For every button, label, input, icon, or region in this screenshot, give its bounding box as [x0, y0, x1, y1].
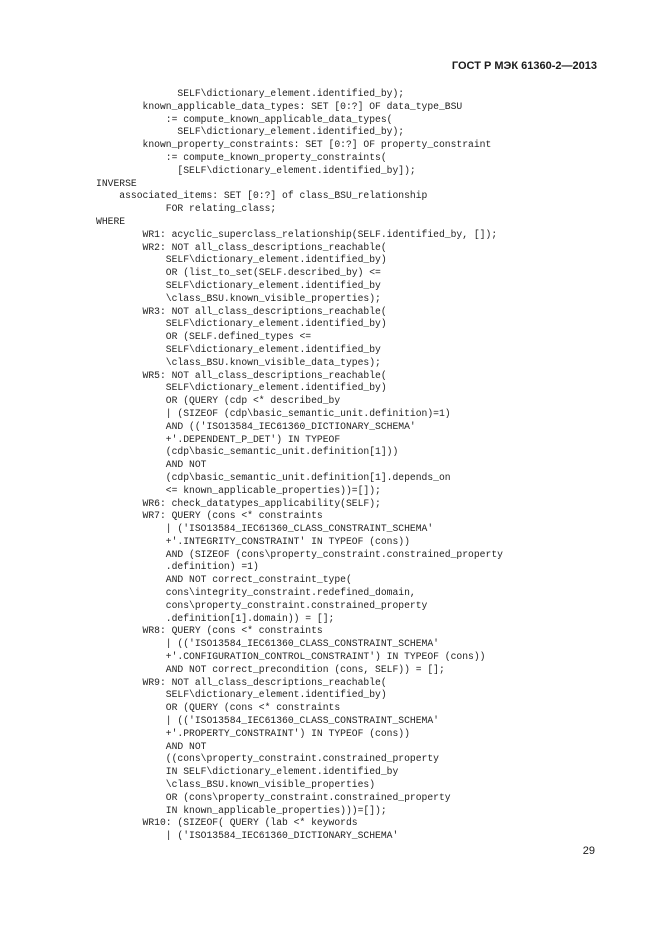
code-line: +'.INTEGRITY_CONSTRAINT' IN TYPEOF (cons)) [96, 535, 410, 547]
code-line: AND NOT [96, 459, 207, 471]
code-line: AND NOT correct_constraint_type( [96, 574, 352, 586]
code-line: \class_BSU.known_visible_data_types); [96, 356, 381, 368]
code-line: known_property_constraints: SET [0:?] OF property_constraint [96, 139, 492, 151]
code-line: AND (('ISO13584_IEC61360_DICTIONARY_SCHEMA' [96, 420, 416, 432]
code-line: OR (QUERY (cdp <* described_by [96, 395, 341, 407]
code-line: ((cons\property_constraint.constrained_property [96, 753, 439, 765]
code-line: WR10: (SIZEOF( QUERY (lab <* keywords [96, 817, 358, 829]
code-line: SELF\dictionary_element.identified_by) [96, 382, 387, 394]
code-line: FOR relating_class; [96, 203, 277, 215]
code-line: | (('ISO13584_IEC61360_CLASS_CONSTRAINT_SCHEMA' [96, 715, 439, 727]
code-line: WR9: NOT all_class_descriptions_reachable( [96, 676, 387, 688]
code-line: SELF\dictionary_element.identified_by [96, 279, 381, 291]
code-line: OR (cons\property_constraint.constrained_property [96, 791, 451, 803]
code-line: | ('ISO13584_IEC61360_CLASS_CONSTRAINT_SCHEMA' [96, 523, 434, 535]
code-line: +'.PROPERTY_CONSTRAINT') IN TYPEOF (cons)) [96, 727, 410, 739]
code-line: AND (SIZEOF (cons\property_constraint.constrained_property [96, 548, 503, 560]
code-line: SELF\dictionary_element.identified_by); [96, 88, 405, 99]
code-line: | ('ISO13584_IEC61360_DICTIONARY_SCHEMA' [96, 830, 399, 842]
code-line: (cdp\basic_semantic_unit.definition[1])) [96, 446, 399, 458]
code-line: OR (SELF.defined_types <= [96, 331, 312, 343]
code-line: \class_BSU.known_visible_properties) [96, 779, 376, 791]
code-line: := compute_known_applicable_data_types( [96, 113, 393, 125]
code-line: IN known_applicable_properties)))=[]); [96, 804, 387, 816]
code-line: (cdp\basic_semantic_unit.definition[1].depends_on [96, 471, 451, 483]
code-line: \class_BSU.known_visible_properties); [96, 292, 381, 304]
document-header: ГОСТ Р МЭК 61360-2—2013 [451, 60, 597, 72]
express-code-listing [96, 88, 616, 843]
code-line: WR3: NOT all_class_descriptions_reachable( [96, 305, 387, 317]
code-line: cons\property_constraint.constrained_property [96, 599, 428, 611]
code-line: OR (list_to_set(SELF.described_by) <= [96, 267, 381, 279]
code-line: [SELF\dictionary_element.identified_by]); [96, 164, 416, 176]
code-line: SELF\dictionary_element.identified_by) [96, 689, 387, 701]
code-line: IN SELF\dictionary_element.identified_by [96, 766, 399, 778]
code-line: WR5: NOT all_class_descriptions_reachable( [96, 369, 387, 381]
code-line: associated_items: SET [0:?] of class_BSU_relationship [96, 190, 428, 202]
code-line: AND NOT correct_precondition (cons, SELF)) = []; [96, 663, 445, 675]
code-line: WHERE [96, 215, 126, 227]
code-line: WR6: check_datatypes_applicability(SELF); [96, 497, 381, 509]
code-line: INVERSE [96, 177, 137, 189]
code-line: WR1: acyclic_superclass_relationship(SELF.identified_by, []); [96, 228, 498, 240]
code-line: WR8: QUERY (cons <* constraints [96, 625, 323, 637]
code-line: AND NOT [96, 740, 207, 752]
code-line: +'.CONFIGURATION_CONTROL_CONSTRAINT') IN TYPEOF (cons)) [96, 651, 486, 663]
code-line: SELF\dictionary_element.identified_by) [96, 318, 387, 330]
code-line: cons\integrity_constraint.redefined_domain, [96, 587, 416, 599]
code-line: | (('ISO13584_IEC61360_CLASS_CONSTRAINT_SCHEMA' [96, 638, 439, 650]
page-number: 29 [582, 845, 595, 857]
code-line: .definition) =1) [96, 561, 259, 573]
code-line: +'.DEPENDENT_P_DET') IN TYPEOF [96, 433, 341, 445]
code-line: .definition[1].domain)) = []; [96, 612, 335, 624]
code-line: SELF\dictionary_element.identified_by [96, 343, 381, 355]
code-line: SELF\dictionary_element.identified_by) [96, 254, 387, 266]
code-line: WR2: NOT all_class_descriptions_reachable( [96, 241, 387, 253]
code-line: <= known_applicable_properties))=[]); [96, 484, 381, 496]
code-line: | (SIZEOF (cdp\basic_semantic_unit.definition)=1) [96, 407, 451, 419]
code-line: known_applicable_data_types: SET [0:?] OF data_type_BSU [96, 100, 463, 112]
code-line: OR (QUERY (cons <* constraints [96, 702, 341, 714]
code-line: := compute_known_property_constraints( [96, 151, 387, 163]
code-line: SELF\dictionary_element.identified_by); [96, 126, 405, 138]
code-line: WR7: QUERY (cons <* constraints [96, 510, 323, 522]
